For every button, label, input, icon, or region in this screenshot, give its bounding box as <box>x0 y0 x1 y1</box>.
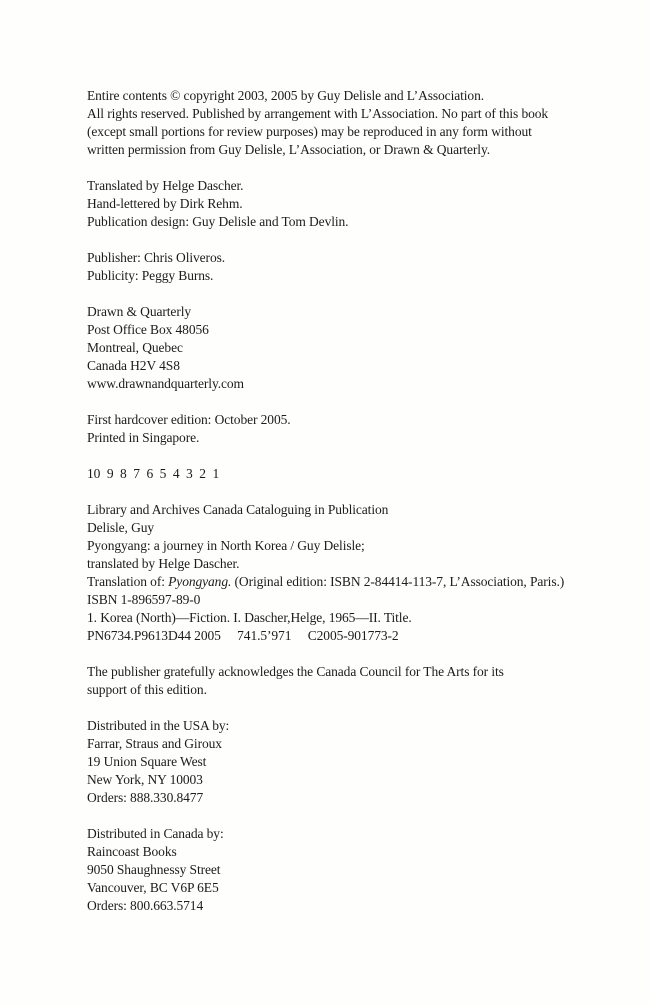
copyright-notice <box>87 87 642 159</box>
text-segment: Delisle, Guy <box>87 520 155 535</box>
text-line <box>87 681 642 699</box>
text-line <box>87 789 642 807</box>
text-segment: ISBN 1-896597-89-0 <box>87 592 201 607</box>
text-segment: Library and Archives Canada Cataloguing in Publication <box>87 502 389 517</box>
text-line <box>87 861 642 879</box>
text-line <box>87 411 642 429</box>
text-segment: Raincoast Books <box>87 844 177 859</box>
text-segment: 10 9 8 7 6 5 4 3 2 1 <box>87 466 220 481</box>
text-segment: Canada H2V 4S8 <box>87 358 180 373</box>
print-run-numbers <box>87 465 642 483</box>
text-line <box>87 771 642 789</box>
text-segment: Orders: 800.663.5714 <box>87 898 204 913</box>
text-line <box>87 267 642 285</box>
text-segment: Publisher: Chris Oliveros. <box>87 250 226 265</box>
text-line <box>87 753 642 771</box>
copyright-page-text <box>87 87 642 915</box>
text-segment: 19 Union Square West <box>87 754 207 769</box>
text-line <box>87 429 642 447</box>
text-segment: Vancouver, BC V6P 6E5 <box>87 880 219 895</box>
text-segment: Entire contents © copyright 2003, 2005 by Guy Delisle and L’Association. <box>87 88 484 103</box>
text-segment: 1. Korea (North)—Fiction. I. Dascher,Helge, 1965—II. Title. <box>87 610 412 625</box>
text-segment: translated by Helge Dascher. <box>87 556 240 571</box>
text-segment: New York, NY 10003 <box>87 772 203 787</box>
text-line <box>87 537 642 555</box>
text-segment: Montreal, Quebec <box>87 340 183 355</box>
text-segment: First hardcover edition: October 2005. <box>87 412 291 427</box>
text-line <box>87 843 642 861</box>
text-line <box>87 591 642 609</box>
credits <box>87 177 642 231</box>
text-segment: Distributed in Canada by: <box>87 826 224 841</box>
text-segment: 9050 Shaughnessy Street <box>87 862 221 877</box>
text-line <box>87 519 642 537</box>
text-line <box>87 339 642 357</box>
text-line <box>87 87 642 105</box>
text-segment: Translated by Helge Dascher. <box>87 178 244 193</box>
text-line <box>87 105 642 123</box>
text-line <box>87 501 642 519</box>
text-line <box>87 141 642 159</box>
text-line <box>87 303 642 321</box>
text-segment: support of this edition. <box>87 682 207 697</box>
text-segment: The publisher gratefully acknowledges the Canada Council for The Arts for its <box>87 664 504 679</box>
text-segment: www.drawnandquarterly.com <box>87 376 244 391</box>
italic-text-segment: Pyongyang. <box>168 574 232 589</box>
text-segment: Orders: 888.330.8477 <box>87 790 204 805</box>
text-line <box>87 609 642 627</box>
text-segment: (except small portions for review purposes) may be reproduced in any form without <box>87 124 532 139</box>
text-line <box>87 357 642 375</box>
publisher-credits <box>87 249 642 285</box>
text-segment: Farrar, Straus and Giroux <box>87 736 222 751</box>
text-segment: Distributed in the USA by: <box>87 718 230 733</box>
text-line <box>87 195 642 213</box>
text-line <box>87 177 642 195</box>
text-segment: Pyongyang: a journey in North Korea / Guy Delisle; <box>87 538 365 553</box>
text-line <box>87 249 642 267</box>
text-segment: Printed in Singapore. <box>87 430 200 445</box>
text-segment: PN6734.P9613D44 2005 741.5’971 C2005-901773-2 <box>87 628 399 643</box>
cataloguing-in-publication <box>87 501 642 645</box>
text-line <box>87 555 642 573</box>
text-line <box>87 465 642 483</box>
text-segment: Post Office Box 48056 <box>87 322 209 337</box>
text-line <box>87 663 642 681</box>
text-segment: Publication design: Guy Delisle and Tom Devlin. <box>87 214 349 229</box>
text-line <box>87 213 642 231</box>
text-segment: Hand-lettered by Dirk Rehm. <box>87 196 243 211</box>
text-line <box>87 573 642 591</box>
text-line <box>87 825 642 843</box>
text-line <box>87 375 642 393</box>
text-line <box>87 717 642 735</box>
text-segment: Publicity: Peggy Burns. <box>87 268 214 283</box>
acknowledgement <box>87 663 642 699</box>
publisher-address <box>87 303 642 393</box>
text-segment: Drawn & Quarterly <box>87 304 192 319</box>
edition-info <box>87 411 642 447</box>
text-segment: Translation of: <box>87 574 169 589</box>
text-line <box>87 735 642 753</box>
text-segment: written permission from Guy Delisle, L’Association, or Drawn & Quarterly. <box>87 142 490 157</box>
text-segment: All rights reserved. Published by arrangement with L’Association. No part of this book <box>87 106 549 121</box>
text-line <box>87 321 642 339</box>
text-line <box>87 123 642 141</box>
usa-distribution <box>87 717 642 807</box>
text-line <box>87 897 642 915</box>
text-line <box>87 879 642 897</box>
text-segment: (Original edition: ISBN 2-84414-113-7, L’Association, Paris.) <box>231 574 565 589</box>
canada-distribution <box>87 825 642 915</box>
text-line <box>87 627 642 645</box>
